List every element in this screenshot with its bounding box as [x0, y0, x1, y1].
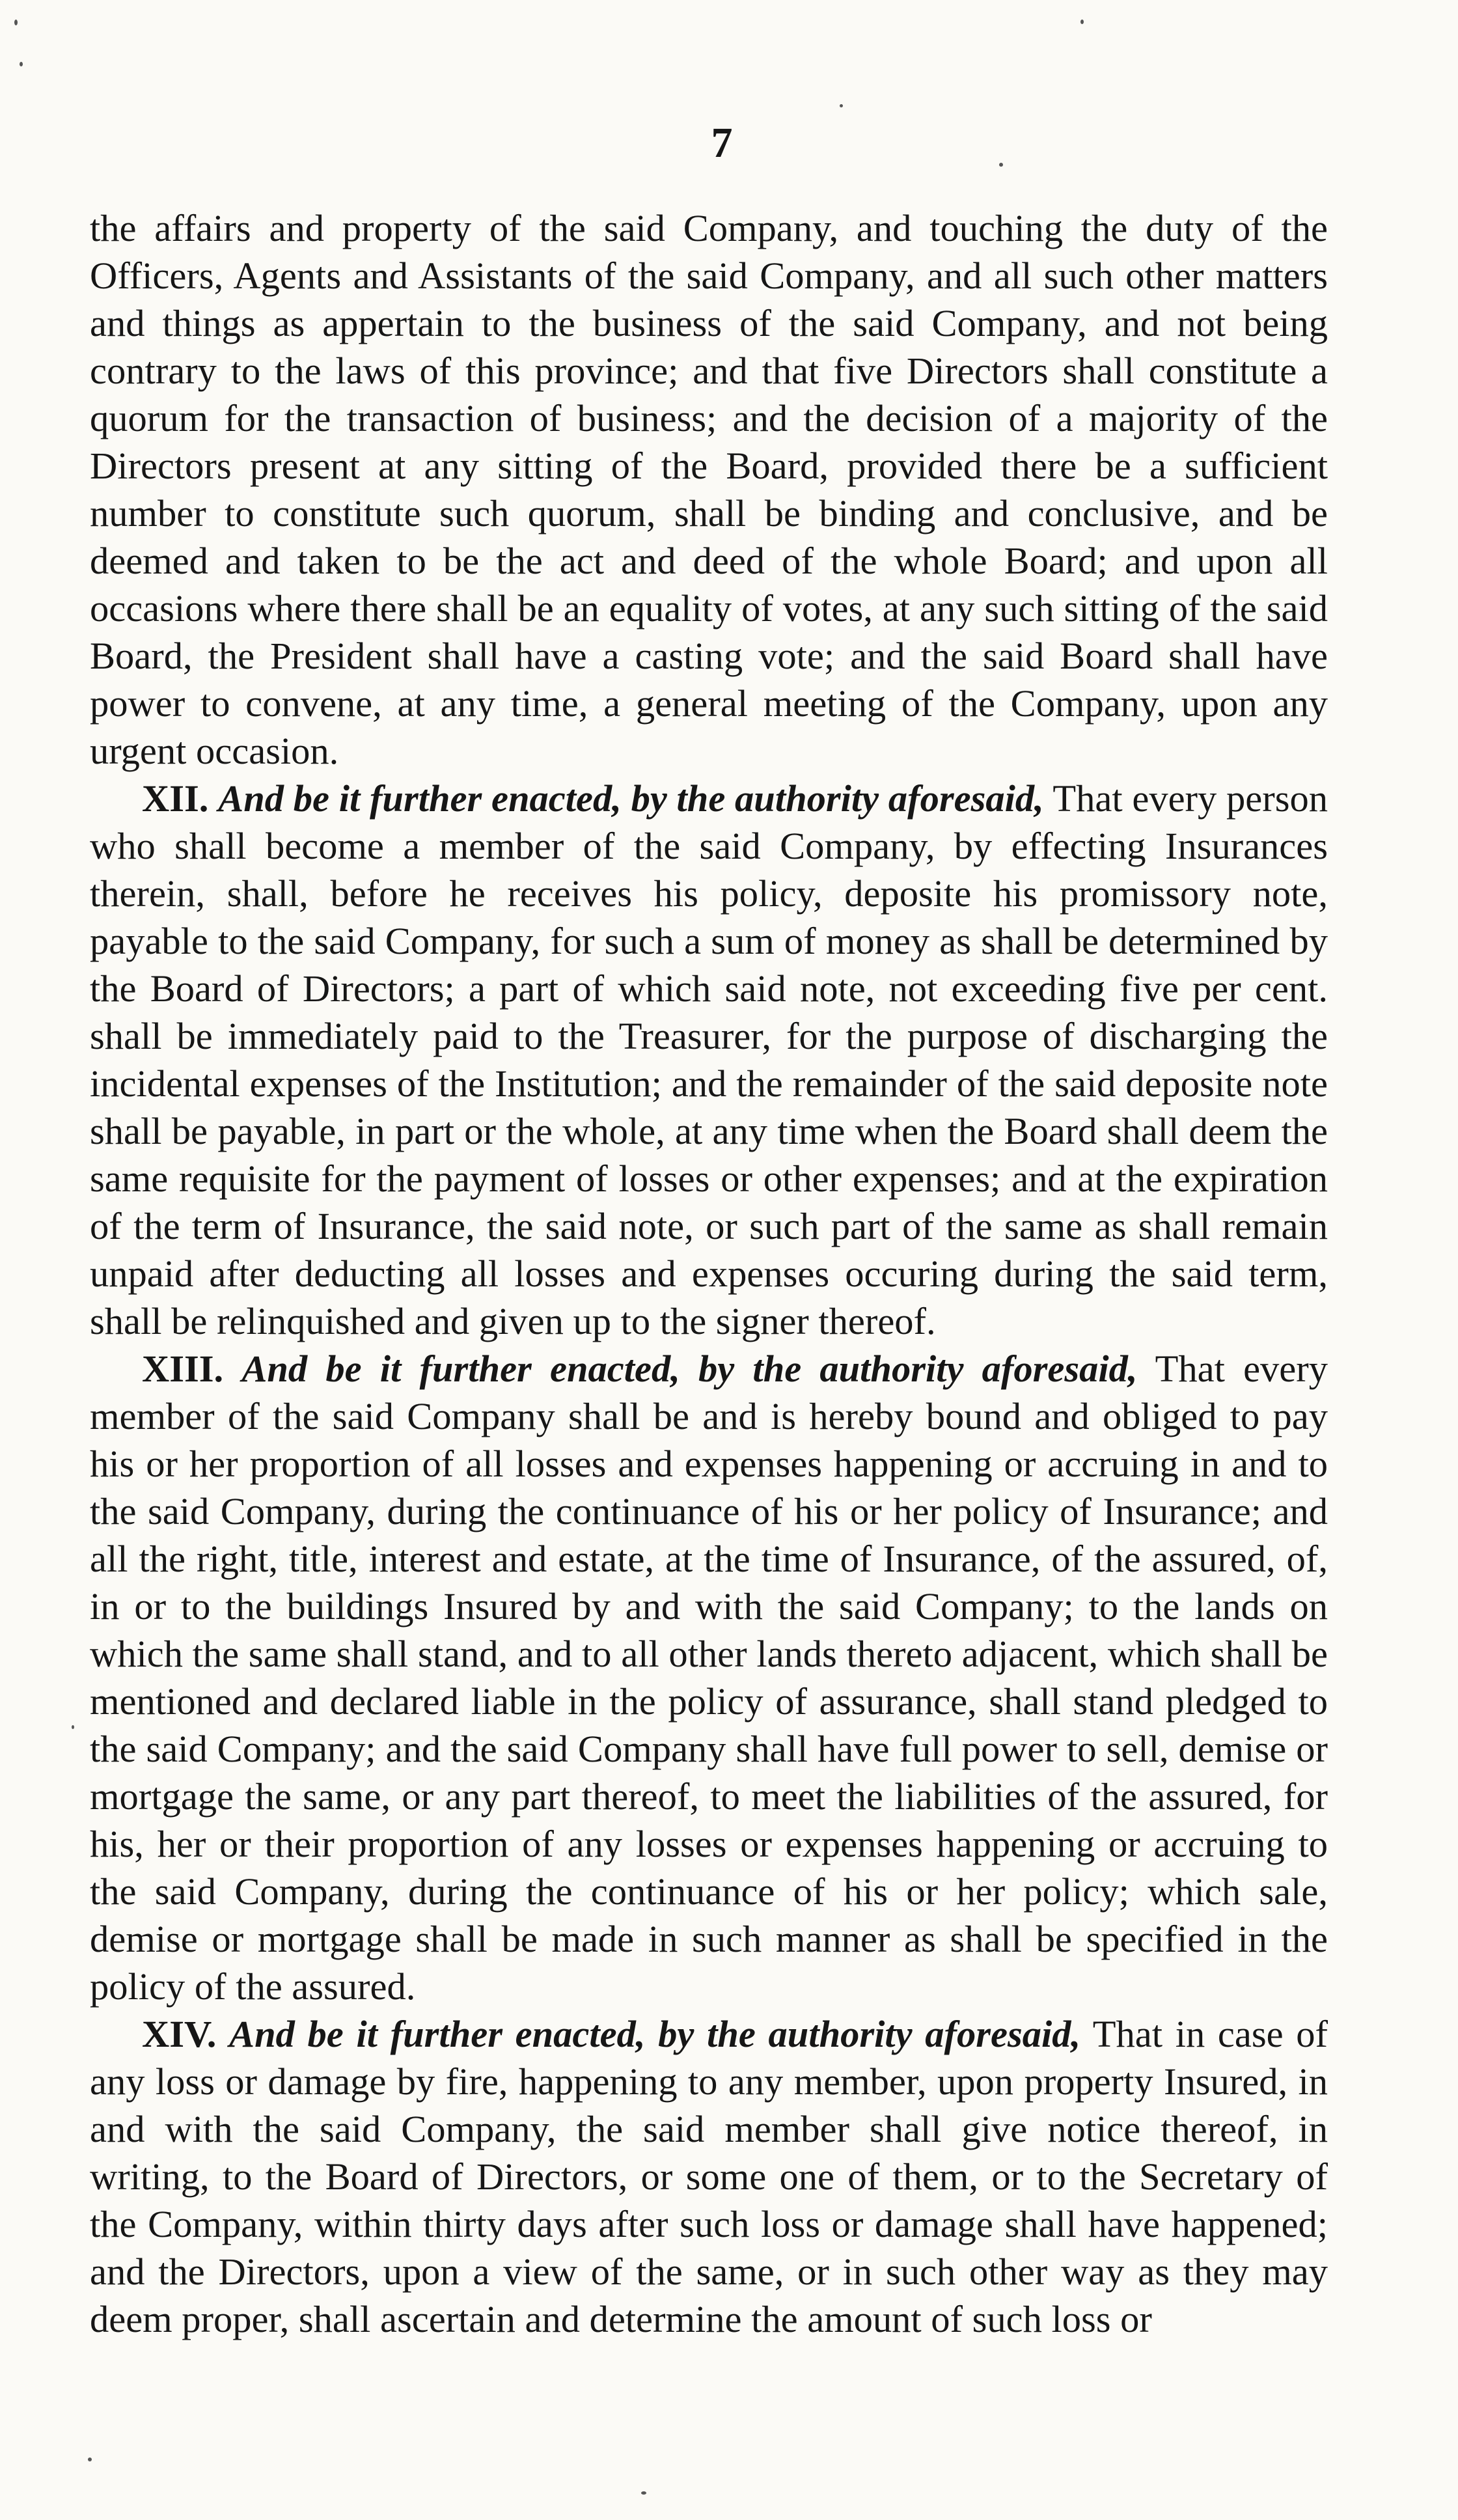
- enacting-clause: And be it further enacted, by the authority aforesaid,: [241, 1348, 1138, 1390]
- section-text: That every person who shall become a member of the said Company, by effecting Insurances therein, shall, before he receives his policy, deposite his promissory note, payable to the said Company, for such a sum of money as shall be determined by the Board of Directors; a part of which said note, not exceeding five per cent. shall be immediately paid to the Treasurer, for the purpose of discharging the incidental expenses of the Institution; and the remainder of the said deposite note shall be payable, in part or the whole, at any time when the Board shall deem the same requisite for the payment of losses or other expenses; and at the expiration of the term of Insurance, the said note, or such part of the same as shall remain unpaid after deducting all losses and expenses occuring during the said term, shall be relinquished and given up to the signer thereof.: [90, 777, 1328, 1342]
- paragraph-continued: [90, 204, 1328, 775]
- enacting-clause: And be it further enacted, by the authority aforesaid,: [229, 2013, 1081, 2055]
- section-text: That in case of any loss or damage by fire, happening to any member, upon property Insured, in and with the said Company, the said member shall give notice thereof, in writing, to the Board of Directors, or some one of them, or to the Secretary of the Company, within thirty days after such loss or damage shall have happened; and the Directors, upon a view of the same, or in such other way as they may deem proper, shall ascertain and determine the amount of such loss or: [90, 2013, 1328, 2340]
- section-xiii: [90, 1345, 1328, 2010]
- body-text: [90, 204, 1328, 2343]
- scan-speck: [840, 104, 843, 107]
- scan-speck: [999, 163, 1003, 167]
- scan-speck: [88, 2458, 92, 2461]
- scan-speck: [20, 62, 23, 66]
- scan-speck: [72, 1725, 74, 1729]
- scan-speck: [14, 20, 18, 25]
- section-xii: [90, 775, 1328, 1345]
- scan-speck: [1080, 20, 1084, 24]
- section-number: XIII.: [142, 1348, 224, 1390]
- section-number: XII.: [142, 777, 209, 820]
- section-number: XIV.: [142, 2013, 217, 2055]
- section-text: That every member of the said Company shall be and is hereby bound and obliged to pay his or her proportion of all losses and expenses happening or accruing in and to the said Company, during the continuance of his or her policy of Insurance; and all the right, title, interest and estate, at the time of Insurance, of the assured, of, in or to the buildings Insured by and with the said Company; to the lands on which the same shall stand, and to all other lands thereto adjacent, which shall be mentioned and declared liable in the policy of assurance, shall stand pledged to the said Company; and the said Company shall have full power to sell, demise or mortgage the same, or any part thereof, to meet the liabilities of the assured, for his, her or their proportion of any losses or expenses happening or accruing to the said Company, during the continuance of his or her policy; which sale, demise or mortgage shall be made in such manner as shall be specified in the policy of the assured.: [90, 1348, 1328, 2008]
- enacting-clause: And be it further enacted, by the authority aforesaid,: [218, 777, 1044, 820]
- page-number: 7: [711, 119, 733, 167]
- paragraph-text: the affairs and property of the said Company, and touching the duty of the Officers, Agents and Assistants of the said Company, and all such other matters and things as appertain to the business of the said Company, and not being contrary to the laws of this province; and that five Directors shall constitute a quorum for the transaction of business; and the decision of a majority of the Directors present at any sitting of the Board, provided there be a sufficient number to constitute such quorum, shall be binding and conclusive, and be deemed and taken to be the act and deed of the whole Board; and upon all occasions where there shall be an equality of votes, at any such sitting of the said Board, the President shall have a casting vote; and the said Board shall have power to convene, at any time, a general meeting of the Company, upon any urgent occasion.: [90, 207, 1328, 772]
- section-xiv: [90, 2010, 1328, 2343]
- scan-speck: [641, 2491, 646, 2495]
